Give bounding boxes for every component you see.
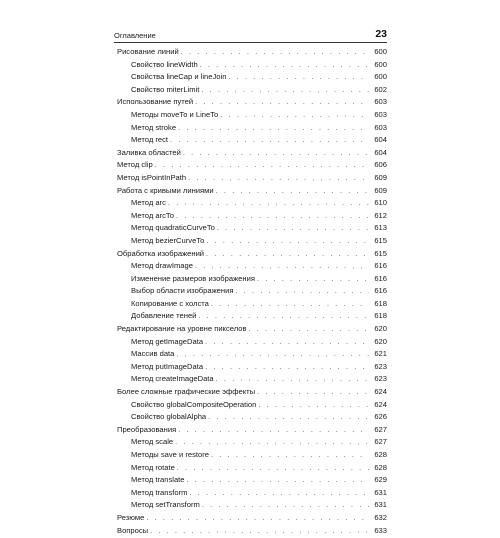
running-title: Оглавление — [114, 31, 156, 40]
toc-entry-page: 609 — [374, 172, 387, 182]
toc-entry-title: Метод translate — [131, 475, 185, 485]
toc-dot-leader — [216, 186, 369, 199]
toc-entry-title: Добавление теней — [131, 311, 197, 321]
toc-section-entry[interactable] — [114, 323, 387, 336]
toc-entry-title: Свойство globalCompositeOperation — [131, 399, 257, 409]
toc-subsection-entry[interactable] — [114, 449, 387, 462]
toc-section-entry[interactable] — [114, 185, 387, 198]
toc-entry-title: Метод setTransform — [131, 500, 200, 510]
toc-entry-page: 609 — [374, 185, 387, 195]
toc-entry-page: 616 — [374, 273, 387, 283]
running-header — [114, 28, 387, 42]
toc-entry-page: 600 — [374, 72, 387, 82]
toc-subsection-entry[interactable] — [114, 235, 387, 248]
toc-entry-title: Метод arcTo — [131, 210, 174, 220]
toc-entry-title: Свойство lineWidth — [131, 59, 198, 69]
toc-dot-leader — [220, 110, 369, 123]
toc-entry-title: Свойство globalAlpha — [131, 412, 207, 422]
toc-subsection-entry[interactable] — [114, 361, 387, 374]
toc-entry-page: 616 — [374, 286, 387, 296]
toc-subsection-entry[interactable] — [114, 122, 387, 135]
toc-entry-page: 600 — [374, 47, 387, 56]
toc-entry-page: 615 — [374, 235, 387, 245]
toc-section-entry[interactable] — [114, 512, 387, 525]
toc-entry-page: 631 — [374, 487, 387, 497]
toc-dot-leader — [146, 513, 369, 526]
toc-entry-page: 603 — [374, 109, 387, 119]
toc-entry-title: Свойства lineCap и lineJoin — [131, 72, 227, 82]
toc-dot-leader — [217, 223, 369, 236]
toc-entry-title: Рисование линий — [117, 47, 179, 56]
toc-entry-title: Редактирование на уровне пикселов — [117, 324, 247, 334]
toc-entry-title: Метод bezierCurveTo — [131, 235, 205, 245]
toc-subsection-entry[interactable] — [114, 310, 387, 323]
toc-subsection-entry[interactable] — [114, 373, 387, 386]
toc-subsection-entry[interactable] — [114, 411, 387, 424]
toc-subsection-entry[interactable] — [114, 134, 387, 147]
toc-entry-title: Использование путей — [117, 97, 194, 107]
toc-subsection-entry[interactable] — [114, 348, 387, 361]
toc-entry-page: 606 — [374, 160, 387, 170]
toc-dot-leader — [257, 387, 369, 400]
toc-dot-leader — [168, 198, 369, 211]
toc-section-entry[interactable] — [114, 424, 387, 437]
toc-dot-leader — [249, 324, 369, 337]
toc-dot-leader — [181, 47, 369, 60]
toc-subsection-entry[interactable] — [114, 71, 387, 84]
toc-dot-leader — [187, 475, 370, 488]
toc-dot-leader — [177, 463, 369, 476]
toc-dot-leader — [150, 526, 369, 538]
toc-subsection-entry[interactable] — [114, 298, 387, 311]
toc-subsection-entry[interactable] — [114, 222, 387, 235]
toc-subsection-entry[interactable] — [114, 474, 387, 487]
toc-dot-leader — [178, 425, 369, 438]
toc-dot-leader — [211, 450, 369, 463]
toc-entry-title: Метод putImageData — [131, 361, 204, 371]
toc-entry-page: 618 — [374, 311, 387, 321]
toc-section-entry[interactable] — [114, 147, 387, 160]
toc-entry-page: 613 — [374, 223, 387, 233]
toc-entry-page: 629 — [374, 475, 387, 485]
toc-dot-leader — [258, 400, 369, 413]
toc-entry-title: Изменение размеров изображения — [131, 273, 255, 283]
toc-entry-page: 626 — [374, 412, 387, 422]
toc-entry-page: 616 — [374, 261, 387, 271]
toc-subsection-entry[interactable] — [114, 499, 387, 512]
toc-subsection-entry[interactable] — [114, 436, 387, 449]
toc-dot-leader — [170, 135, 369, 148]
page-number: 23 — [375, 28, 387, 40]
toc-entry-page: 615 — [374, 248, 387, 258]
toc-subsection-entry[interactable] — [114, 260, 387, 273]
toc-entry-page: 624 — [374, 387, 387, 397]
toc-subsection-entry[interactable] — [114, 487, 387, 500]
toc-entry-page: 603 — [374, 122, 387, 132]
toc-entry-page: 604 — [374, 135, 387, 145]
toc-entry-title: Метод rect — [131, 135, 169, 145]
toc-entry-title: Метод quadraticCurveTo — [131, 223, 215, 233]
toc-entry-page: 623 — [374, 374, 387, 384]
toc-entry-page: 623 — [374, 361, 387, 371]
toc-entry-page: 602 — [374, 84, 387, 94]
toc-dot-leader — [211, 299, 369, 312]
toc-entry-title: Обработка изображений — [117, 248, 205, 258]
toc-dot-leader — [155, 160, 369, 173]
toc-section-entry[interactable] — [114, 525, 387, 538]
toc-entry-title: Копирование с холста — [131, 298, 209, 308]
toc-dot-leader — [206, 249, 369, 262]
toc-dot-leader — [205, 337, 369, 350]
toc-subsection-entry[interactable] — [114, 210, 387, 223]
toc-entry-page: 627 — [374, 437, 387, 447]
toc-entry-title: Работа с кривыми линиями — [117, 185, 214, 195]
toc-entry-title: Свойство miterLimit — [131, 84, 200, 94]
toc-entry-page: 628 — [374, 450, 387, 459]
toc-dot-leader — [235, 286, 369, 299]
toc-dot-leader — [201, 85, 369, 98]
toc-entry-page: 620 — [374, 336, 387, 346]
toc-entry-title: Вопросы — [117, 525, 149, 535]
toc-dot-leader — [257, 274, 369, 287]
toc-dot-leader — [206, 236, 369, 249]
toc-entry-page: 627 — [374, 424, 387, 434]
toc-dot-leader — [178, 123, 369, 136]
toc-dot-leader — [208, 412, 369, 425]
toc-subsection-entry[interactable] — [114, 197, 387, 210]
toc-dot-leader — [202, 500, 369, 513]
toc-section-entry[interactable] — [114, 248, 387, 261]
toc-section-entry[interactable] — [114, 159, 387, 172]
toc-entry-page: 604 — [374, 147, 387, 157]
toc-entry-page: 600 — [374, 59, 387, 69]
toc-subsection-entry[interactable] — [114, 462, 387, 475]
toc-subsection-entry[interactable] — [114, 59, 387, 72]
toc-entry-page: 610 — [374, 198, 387, 208]
toc-dot-leader — [183, 148, 369, 161]
toc-subsection-entry[interactable] — [114, 273, 387, 286]
toc-entry-title: Массив data — [131, 349, 175, 359]
toc-section-entry[interactable] — [114, 46, 387, 59]
toc-entry-title: Заливка областей — [117, 147, 181, 157]
toc-section-entry[interactable] — [114, 386, 387, 399]
toc-dot-leader — [195, 97, 369, 110]
toc-subsection-entry[interactable] — [114, 84, 387, 97]
toc-subsection-entry[interactable] — [114, 285, 387, 298]
toc-section-entry[interactable] — [114, 96, 387, 109]
toc-entry-page: 621 — [374, 349, 387, 359]
toc-entry-title: Резюме — [117, 512, 145, 522]
toc-entry-title: Метод transform — [131, 487, 188, 497]
toc-entry-page: 628 — [374, 462, 387, 472]
toc-dot-leader — [188, 173, 369, 186]
toc-entry-title: Метод scale — [131, 437, 174, 447]
toc-entry-title: Метод drawImage — [131, 261, 193, 271]
toc-entry-page: 620 — [374, 324, 387, 334]
toc-entry-title: Метод createImageData — [131, 374, 214, 384]
toc-entry-page: 631 — [374, 500, 387, 510]
toc-subsection-entry[interactable] — [114, 336, 387, 349]
toc-entry-title: Преобразования — [117, 424, 177, 434]
toc-entry-title: Методы moveTo и LineTo — [131, 109, 219, 119]
table-of-contents — [114, 46, 387, 537]
toc-entry-title: Метод clip — [117, 160, 153, 170]
toc-dot-leader — [189, 488, 369, 501]
toc-entry-title: Метод getImageData — [131, 336, 204, 346]
toc-section-entry[interactable] — [114, 172, 387, 185]
toc-entry-title: Выбор области изображения — [131, 286, 234, 296]
toc-entry-title: Более сложные графические эффекты — [117, 387, 256, 397]
header-rule — [114, 42, 387, 43]
toc-subsection-entry[interactable] — [114, 399, 387, 412]
toc-entry-page: 618 — [374, 298, 387, 308]
toc-entry-title: Метод isPointInPath — [117, 172, 187, 182]
toc-entry-title: Метод stroke — [131, 122, 177, 132]
toc-entry-page: 612 — [374, 210, 387, 220]
toc-dot-leader — [205, 362, 369, 375]
toc-dot-leader — [176, 349, 369, 362]
toc-entry-title: Метод rotate — [131, 462, 175, 472]
toc-entry-page: 603 — [374, 97, 387, 107]
toc-dot-leader — [228, 72, 369, 85]
toc-entry-title: Методы save и restore — [131, 450, 209, 459]
toc-entry-page: 624 — [374, 399, 387, 409]
toc-entry-title: Метод arc — [131, 198, 166, 208]
toc-subsection-entry[interactable] — [114, 109, 387, 122]
toc-entry-page: 632 — [374, 512, 387, 522]
toc-entry-page: 633 — [374, 525, 387, 535]
